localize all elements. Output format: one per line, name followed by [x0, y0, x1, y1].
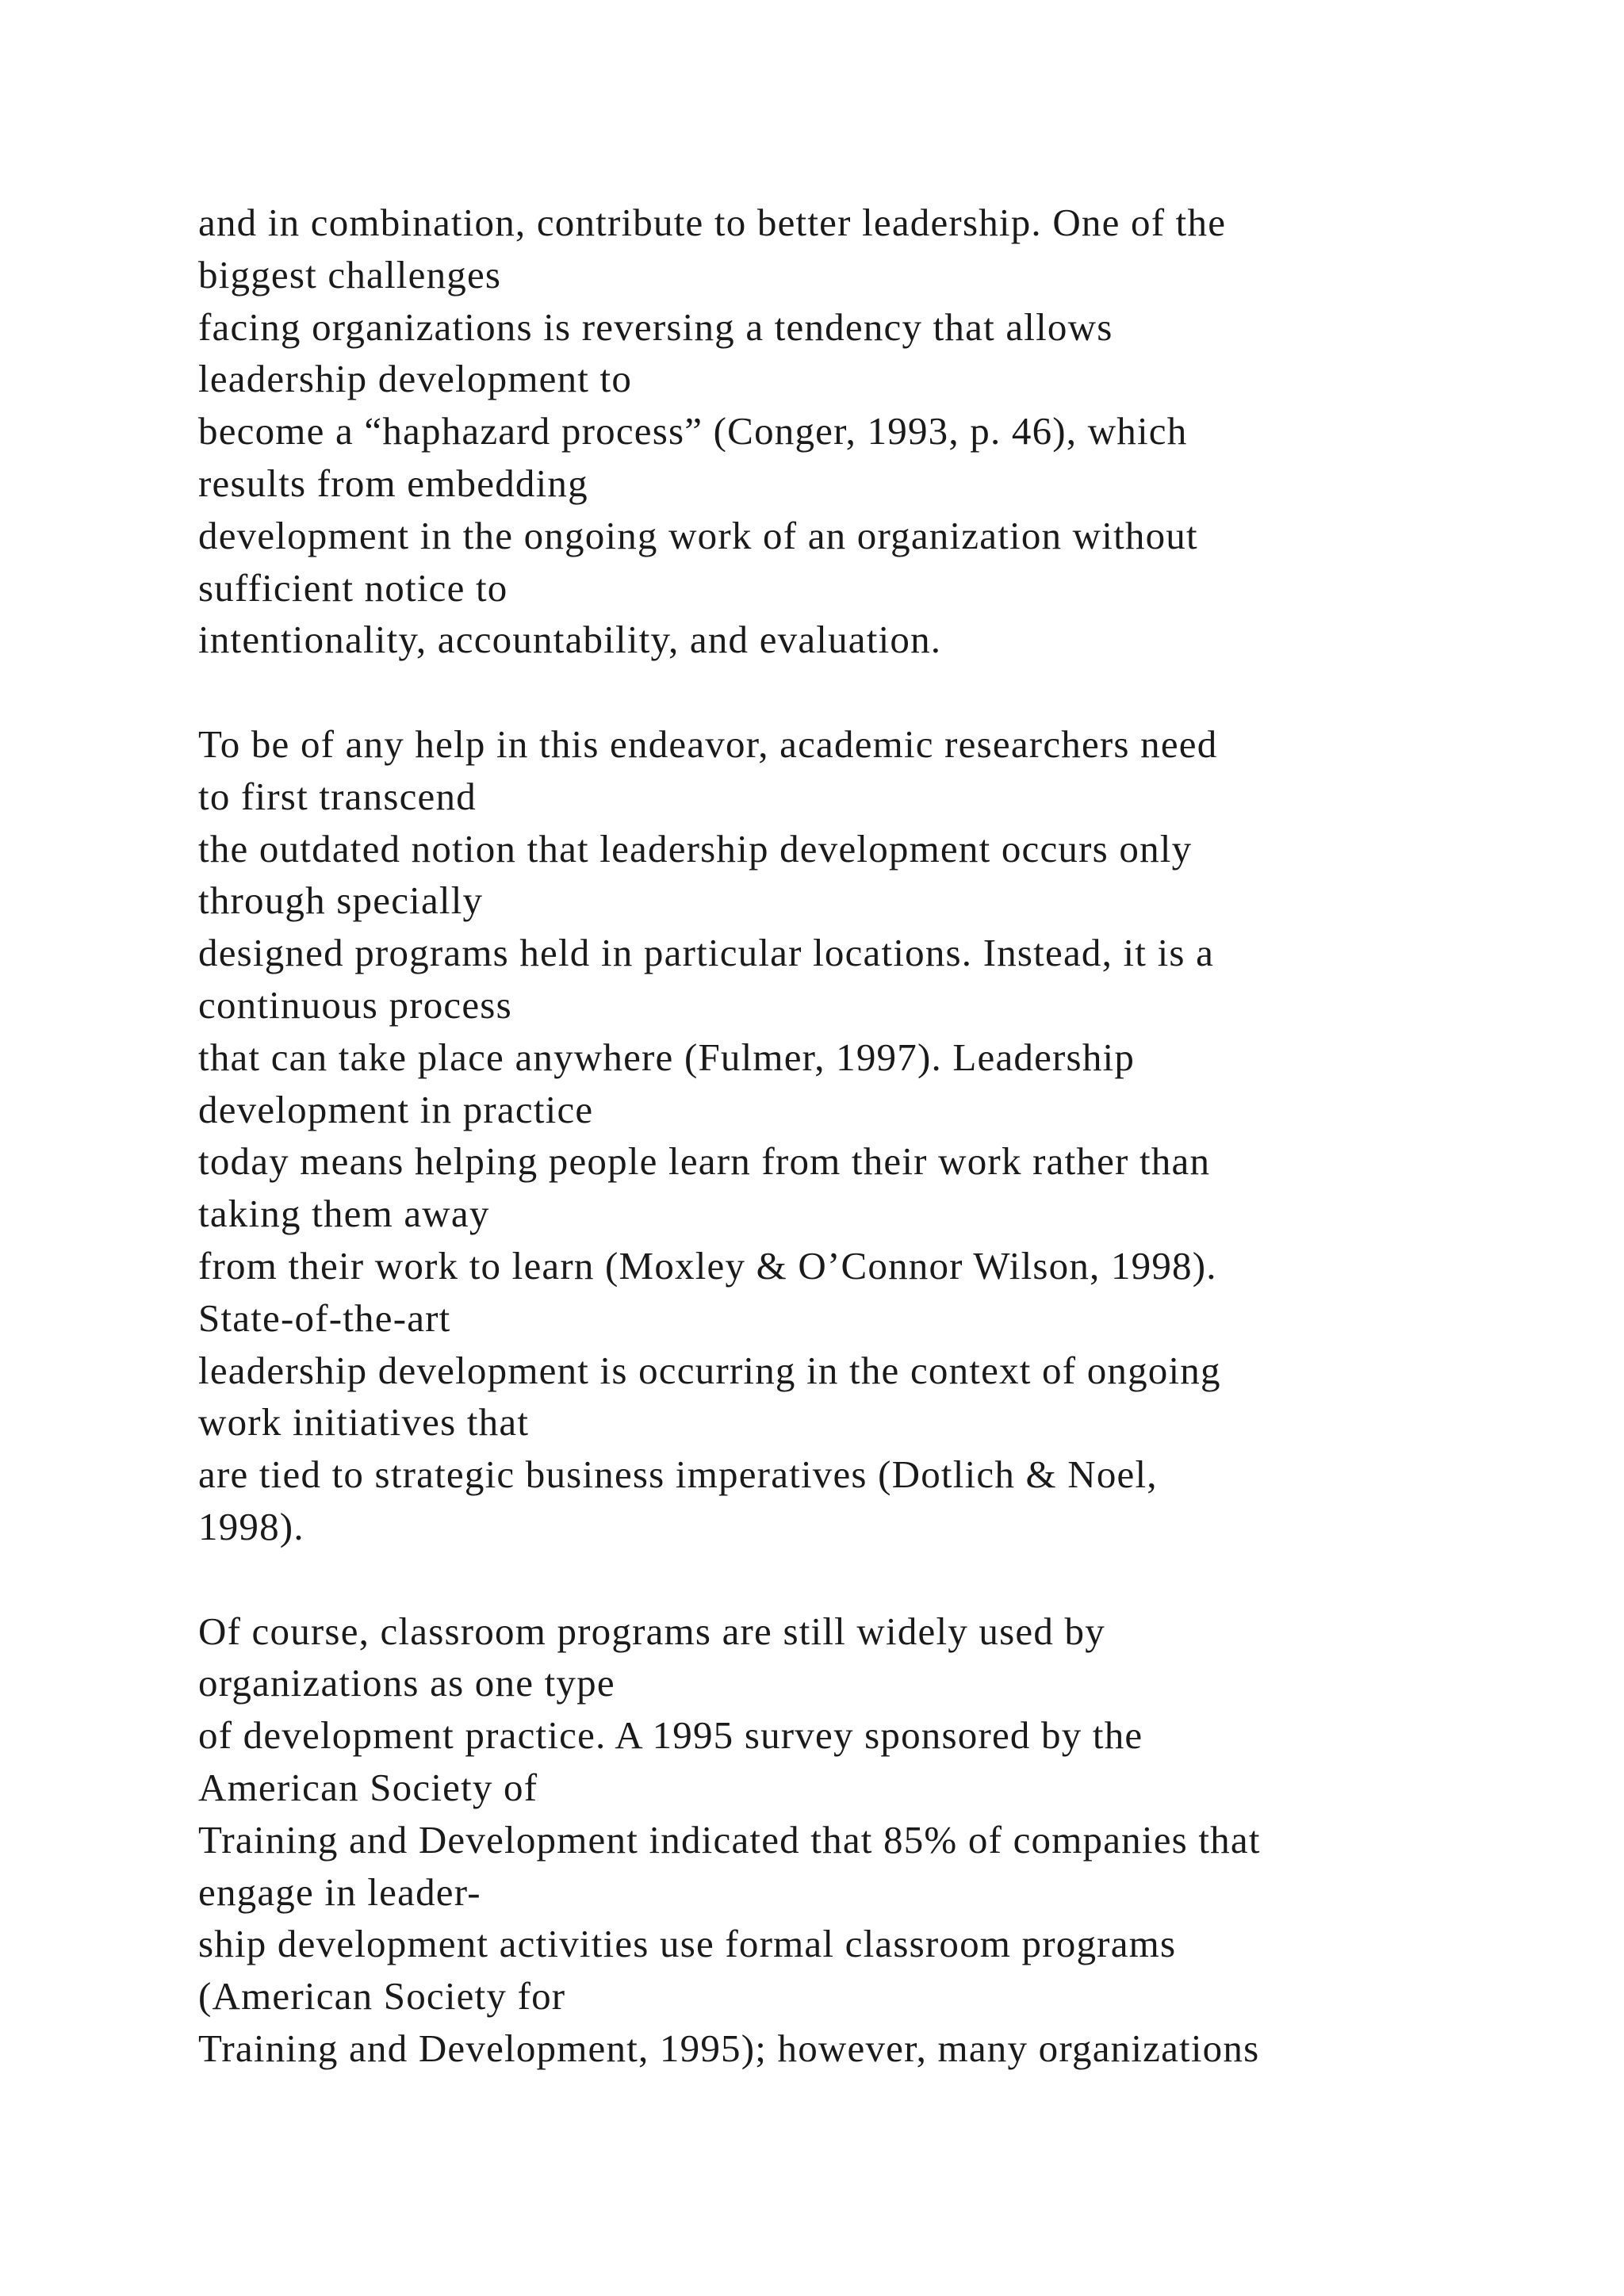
text-line: development in the ongoing work of an organization without	[198, 513, 1198, 557]
text-line: facing organizations is reversing a tendency that allows	[198, 304, 1113, 349]
text-line: organizations as one type	[198, 1661, 615, 1705]
text-line: biggest challenges	[198, 252, 502, 297]
text-line: of development practice. A 1995 survey sponsored by the	[198, 1713, 1143, 1758]
text-line: Training and Development indicated that 85% of companies that	[198, 1817, 1261, 1862]
text-line: American Society of	[198, 1765, 538, 1809]
paragraph-3	[198, 1605, 1546, 2075]
text-line: to first transcend	[198, 774, 477, 818]
text-line: ship development activities use formal classroom programs	[198, 1922, 1177, 1966]
text-line: leadership development to	[198, 357, 633, 401]
text-line: results from embedding	[198, 461, 588, 505]
text-line: (American Society for	[198, 1974, 566, 2019]
text-line: To be of any help in this endeavor, academic researchers need	[198, 721, 1218, 766]
text-line: through specially	[198, 878, 484, 923]
text-line: State-of-the-art	[198, 1295, 451, 1340]
text-line: engage in leader-	[198, 1869, 481, 1914]
text-line: become a “haphazard process” (Conger, 1993, p. 46), which	[198, 409, 1188, 453]
text-line: Of course, classroom programs are still widely used by	[198, 1609, 1105, 1653]
text-line: are tied to strategic business imperatives (Dotlich & Noel,	[198, 1452, 1158, 1497]
document-body	[198, 197, 1546, 2075]
paragraph-spacer	[198, 666, 1546, 718]
text-line: from their work to learn (Moxley & O’Connor Wilson, 1998).	[198, 1243, 1217, 1288]
text-line: designed programs held in particular locations. Instead, it is a	[198, 931, 1215, 975]
text-line: taking them away	[198, 1192, 490, 1236]
paragraph-spacer	[198, 1553, 1546, 1605]
text-line: leadership development is occurring in the context of ongoing	[198, 1348, 1221, 1392]
text-line: sufficient notice to	[198, 565, 508, 610]
text-line: that can take place anywhere (Fulmer, 1997). Leadership	[198, 1035, 1136, 1079]
text-line: Training and Development, 1995); however, many organizations	[198, 2026, 1260, 2070]
paragraph-1	[198, 197, 1546, 666]
text-line: 1998).	[198, 1504, 304, 1548]
text-line: and in combination, contribute to better leadership. One of the	[198, 201, 1227, 244]
text-line: intentionality, accountability, and evaluation.	[198, 618, 942, 662]
text-line: today means helping people learn from their work rather than	[198, 1139, 1211, 1184]
text-line: continuous process	[198, 982, 512, 1027]
text-line: development in practice	[198, 1087, 594, 1131]
text-line: the outdated notion that leadership development occurs only	[198, 826, 1193, 871]
text-line: work initiatives that	[198, 1400, 530, 1445]
paragraph-2	[198, 718, 1546, 1553]
